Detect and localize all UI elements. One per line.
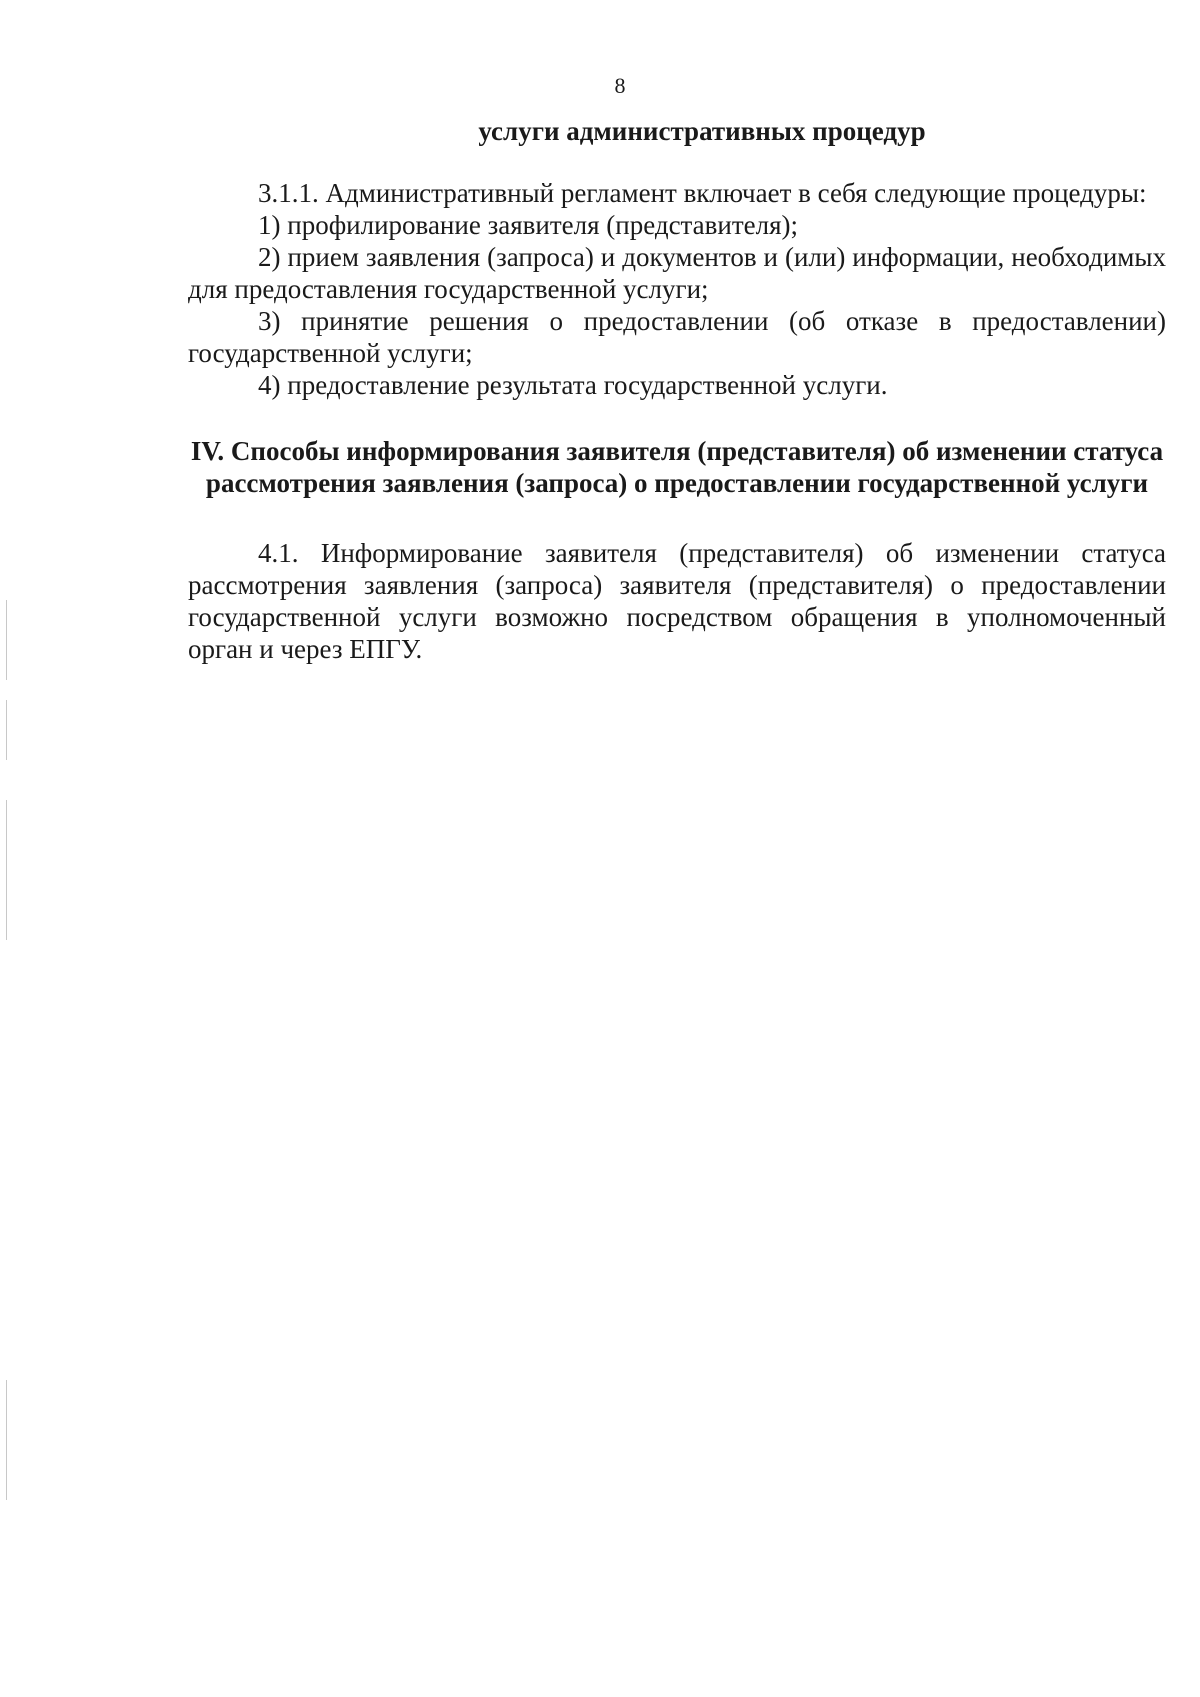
paragraph-3-1-1: 3.1.1. Административный регламент включает в себя следующие процедуры: [258,178,1147,208]
procedure-item-4: 4) предоставление результата государственной услуги. [258,370,888,400]
scan-edge-mark [6,800,7,940]
scan-edge-mark [6,700,7,760]
procedure-item-2: 2) прием заявления (запроса) и документов и (или) информации, необходимых для предоставления государственной услуги; [188,242,1166,304]
procedure-item-1: 1) профилирование заявителя (представителя); [258,210,799,240]
scan-edge-mark [6,600,7,680]
document-body [188,115,1166,665]
scan-edge-mark [6,1380,7,1500]
section-heading-continuation: услуги административных процедур [478,116,926,146]
section-iv-heading: IV. Способы информирования заявителя (представителя) об изменении статуса рассмотрения заявления (запроса) о предоставлении государственной услуги [190,436,1164,498]
procedure-item-3: 3) принятие решения о предоставлении (об отказе в предоставлении) государственной услуги; [188,306,1166,368]
page-number: 8 [614,73,626,98]
paragraph-4-1: 4.1. Информирование заявителя (представителя) об изменении статуса рассмотрения заявления (запроса) заявителя (представителя) о предоставлении государственной услуги возможно посредством обращения в уполномоченный орган и через ЕПГУ. [188,538,1166,664]
